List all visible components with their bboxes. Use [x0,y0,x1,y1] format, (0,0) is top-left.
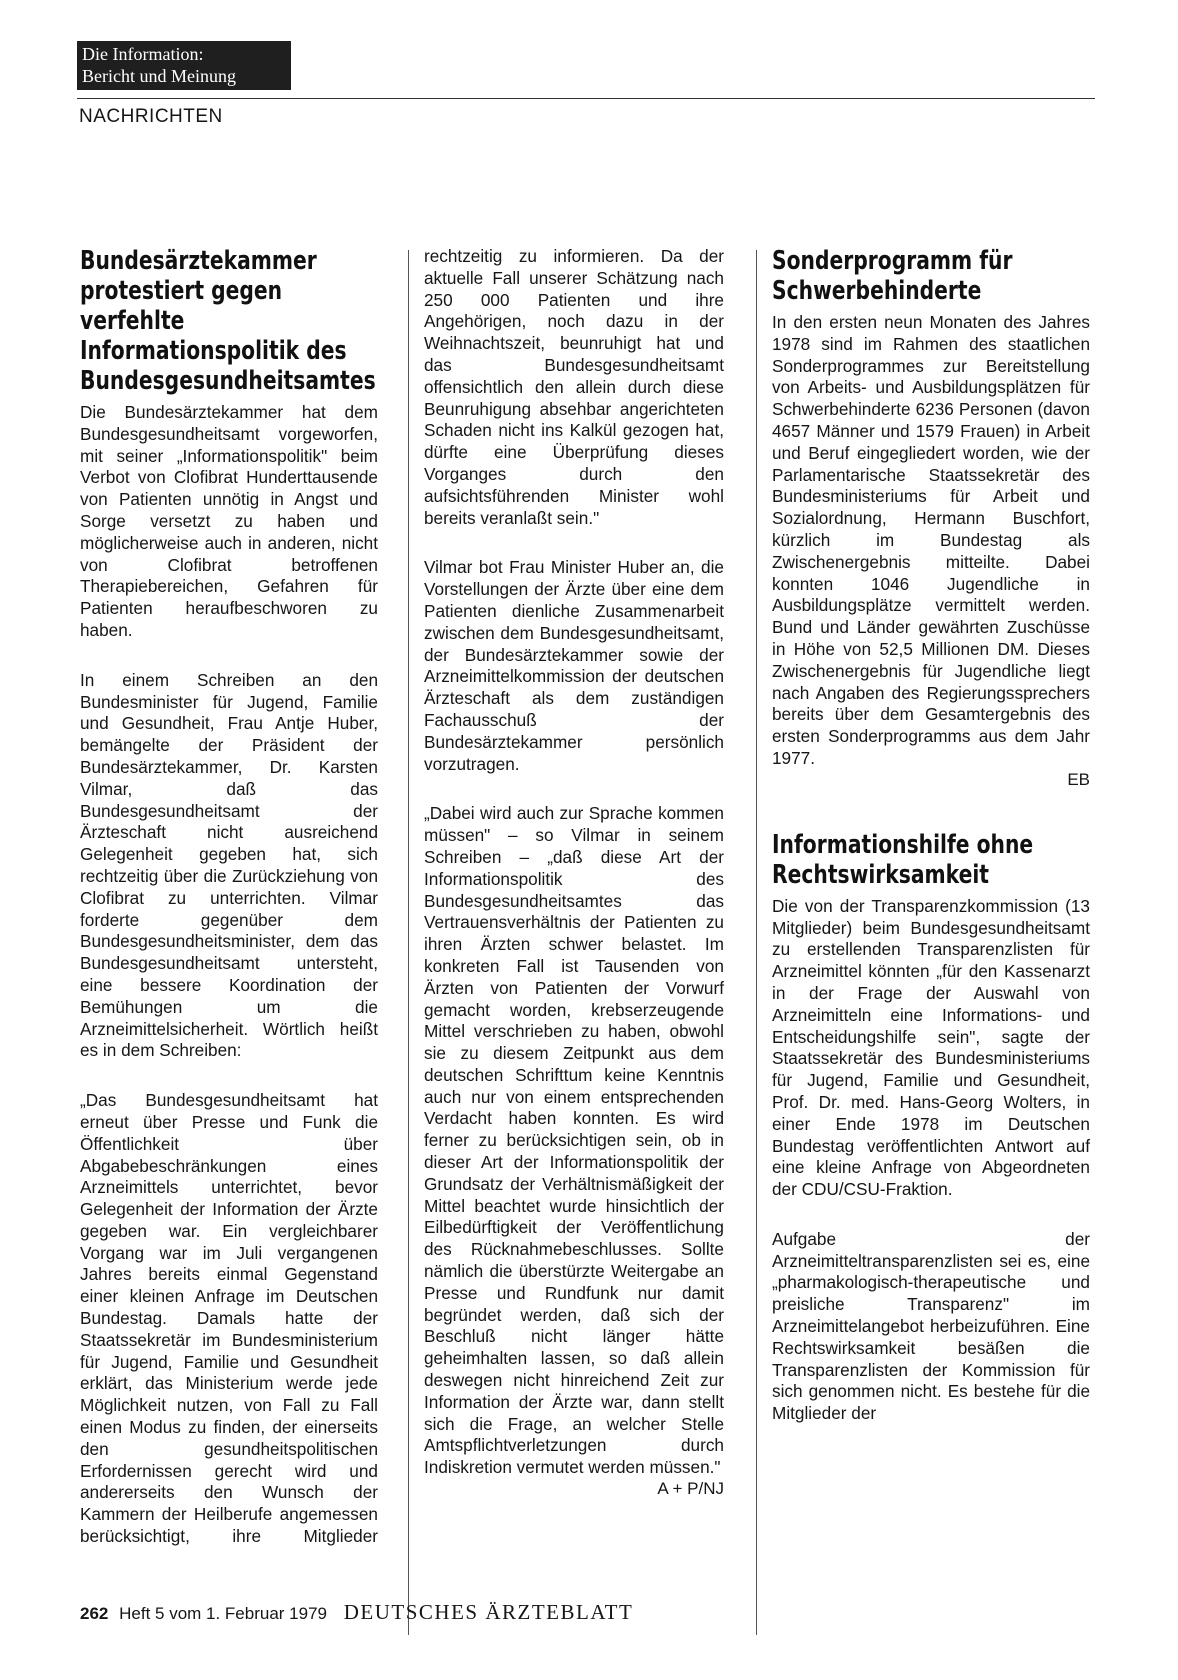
article1-title: Bundesärztekammer protestiert gegen verfehlte Informationspolitik des Bundesgesundheitsamtes [80,246,376,396]
article3-paragraph: Aufgabe der Arzneimitteltransparenzlisten sei es, eine „pharmakologisch-therapeutische und preisliche Transparenz" im Arzneimittelangebot herbeizuführen. Eine Rechtswirksamkeit besäßen die Transparenzlisten der Kommission für sich genommen nicht. Es bestehe für die Mitglieder der [772,1228,1090,1424]
page-number: 262 [80,1604,109,1623]
column-2 [424,246,724,1499]
article3-paragraph: Die von der Transparenzkommission (13 Mitglieder) beim Bundesgesundheitsamt zu erstellenden Transparenzlisten für Arzneimittel könnten „für den Kassenarzt in der Frage der Auswahl von Arzneimitteln eine Informations- und Entscheidungshilfe sein", sagte der Staatssekretär des Bundesministeriums für Jugend, Familie und Gesundheit, Prof. Dr. med. Hans-Georg Wolters, in einer Ende 1978 im Deutschen Bundestag veröffentlichten Antwort auf eine kleine Anfrage von Abgeordneten der CDU/CSU-Fraktion. [772,895,1090,1200]
article1-paragraph: „Das Bundesgesundheitsamt hat erneut über Presse und Funk die Öffentlichkeit über Abgabebeschränkungen eines Arzneimittels unterrichtet, bevor Gelegenheit der Information der Ärzte gegeben war. Ein vergleichbarer Vorgang war im Juli vergangenen Jahres bereits einmal Gegenstand einer kleinen Anfrage im Deutschen Bundestag. Damals hatte der Staatssekretär im Bundesministerium für Jugend, Familie und Gesundheit erklärt, das Ministerium werde jede Möglichkeit nutzen, von Fall zu Fall einen Modus zu finden, der einerseits den gesundheitspolitischen Erfordernissen gerecht wird und andererseits den Wunsch der Kammern der Heilberufe angemessen berücksichtigt, ihre Mitglieder [80,1090,378,1547]
article1-signature: A + P/NJ [657,1479,724,1499]
rubric-tag [77,41,291,90]
article2-signature-row [772,770,1090,790]
rubric-tag-line2: Bericht und Meinung [82,66,236,86]
section-label: NACHRICHTEN [79,106,223,127]
article2-title: Sonderprogramm für Schwerbehinderte [772,246,1013,306]
issue-info: Heft 5 vom 1. Februar 1979 [119,1604,327,1623]
column-1 [80,246,378,1548]
column-divider [756,250,757,1635]
article2-paragraph: In den ersten neun Monaten des Jahres 1978 sind im Rahmen des staatlichen Sonderprogrammes zur Bereitstellung von Arbeits- und Ausbildungsplätzen für Schwerbehinderte 6236 Personen (davon 4657 Männer und 1579 Frauen) in Arbeit und Beruf eingegliedert worden, wie der Parlamentarische Staatssekretär des Bundesministeriums für Arbeit und Sozialordnung, Hermann Buschfort, kürzlich im Bundestag als Zwischenergebnis mitteilte. Dabei konnten 1046 Jugendliche in Ausbildungsplätze vermittelt werden. Bund und Länder gewährten Zuschüsse in Höhe von 52,5 Millionen DM. Dieses Zwischenergebnis für Jugendliche liegt nach Angaben des Regierungssprechers bereits über dem Gesamtergebnis des ersten Sonderprogramms aus dem Jahr 1977. [772,312,1090,768]
article1-paragraph: Vilmar bot Frau Minister Huber an, die Vorstellungen der Ärzte über eine dem Patienten dienliche Zusammenarbeit zwischen dem Bundesgesundheitsamt, der Bundesärztekammer sowie der Arzneimittelkommission der deutschen Ärzteschaft als dem zuständigen Fachausschuß der Bundesärztekammer persönlich vorzutragen. [424,557,724,774]
article1-signature-row [424,1479,724,1499]
magazine-name: DEUTSCHES ÄRZTEBLATT [343,1600,634,1624]
article1-paragraph: In einem Schreiben an den Bundesminister für Jugend, Familie und Gesundheit, Frau Antje Huber, bemängelte der Präsident der Bundesärztekammer, Dr. Karsten Vilmar, daß das Bundesgesundheitsamt der Ärzteschaft nicht ausreichend Gelegenheit gegeben hat, sich rechtzeitig über die Zurückziehung von Clofibrat zu unterrichten. Vilmar forderte gegenüber dem Bundesgesundheitsminister, dem das Bundesgesundheitsamt untersteht, eine bessere Koordination der Bemühungen um die Arzneimittelsicherheit. Wörtlich heißt es in dem Schreiben: [80,669,378,1061]
article3-title: Informationshilfe ohne Rechtswirksamkeit [772,829,1034,890]
rubric-tag-line1: Die Information: [82,44,204,64]
header-rule [77,98,1095,99]
page-footer [80,1600,633,1625]
article1-paragraph-continued: rechtzeitig zu informieren. Da der aktuelle Fall unserer Schätzung nach 250 000 Patienten und ihre Angehörigen, noch dazu in der Weihnachtszeit, beunruhigt hat und das Bundesgesundheitsamt offensichtlich den allein durch diese Beunruhigung absehbar angerichteten Schaden nicht ins Kalkül gezogen hat, dürfte eine Überprüfung dieses Vorganges durch den aufsichtsführenden Minister wohl bereits veranlaßt sein." [424,246,724,528]
article2-signature: EB [1067,769,1090,789]
article1-paragraph: „Dabei wird auch zur Sprache kommen müssen" – so Vilmar in seinem Schreiben – „daß diese Art der Informationspolitik des Bundesgesundheitsamtes das Vertrauensverhältnis der Patienten zu ihren Ärzten schwer belastet. Im konkreten Fall ist Tausenden von Ärzten von Patienten der Vorwurf gemacht worden, krebserzeugende Mittel verschrieben zu haben, obwohl sie zu diesem Zeitpunkt aus dem deutschen Schrifttum keine Kenntnis auch nur von einem entsprechenden Verdacht haben konnten. Es wird ferner zu berücksichtigen sein, ob in dieser Art der Informationspolitik der Grundsatz der Verhältnismäßigkeit der Mittel beachtet wurde hinsichtlich der Eilbedürftigkeit der Veröffentlichung des Rücknahmebeschlusses. Sollte nämlich die überstürzte Weitergabe an Presse und Rundfunk nur damit begründet werden, daß sich der Beschluß nicht länger hätte geheimhalten lassen, so daß allein deswegen nicht hinreichend Zeit zur Information der Ärzte war, dann stellt sich die Frage, an welcher Stelle Amtspflichtverletzungen durch Indiskretion vermutet werden müssen." [424,803,724,1478]
article1-paragraph: Die Bundesärztekammer hat dem Bundesgesundheitsamt vorgeworfen, mit seiner „Informationspolitik" beim Verbot von Clofibrat Hunderttausende von Patienten unnötig in Angst und Sorge versetzt zu haben und möglicherweise auch in anderen, nicht von Clofibrat betroffenen Therapiebereichen, Gefahren für Patienten heraufbeschworen zu haben. [80,402,378,640]
column-divider [408,250,409,1635]
column-3 [772,246,1090,1453]
